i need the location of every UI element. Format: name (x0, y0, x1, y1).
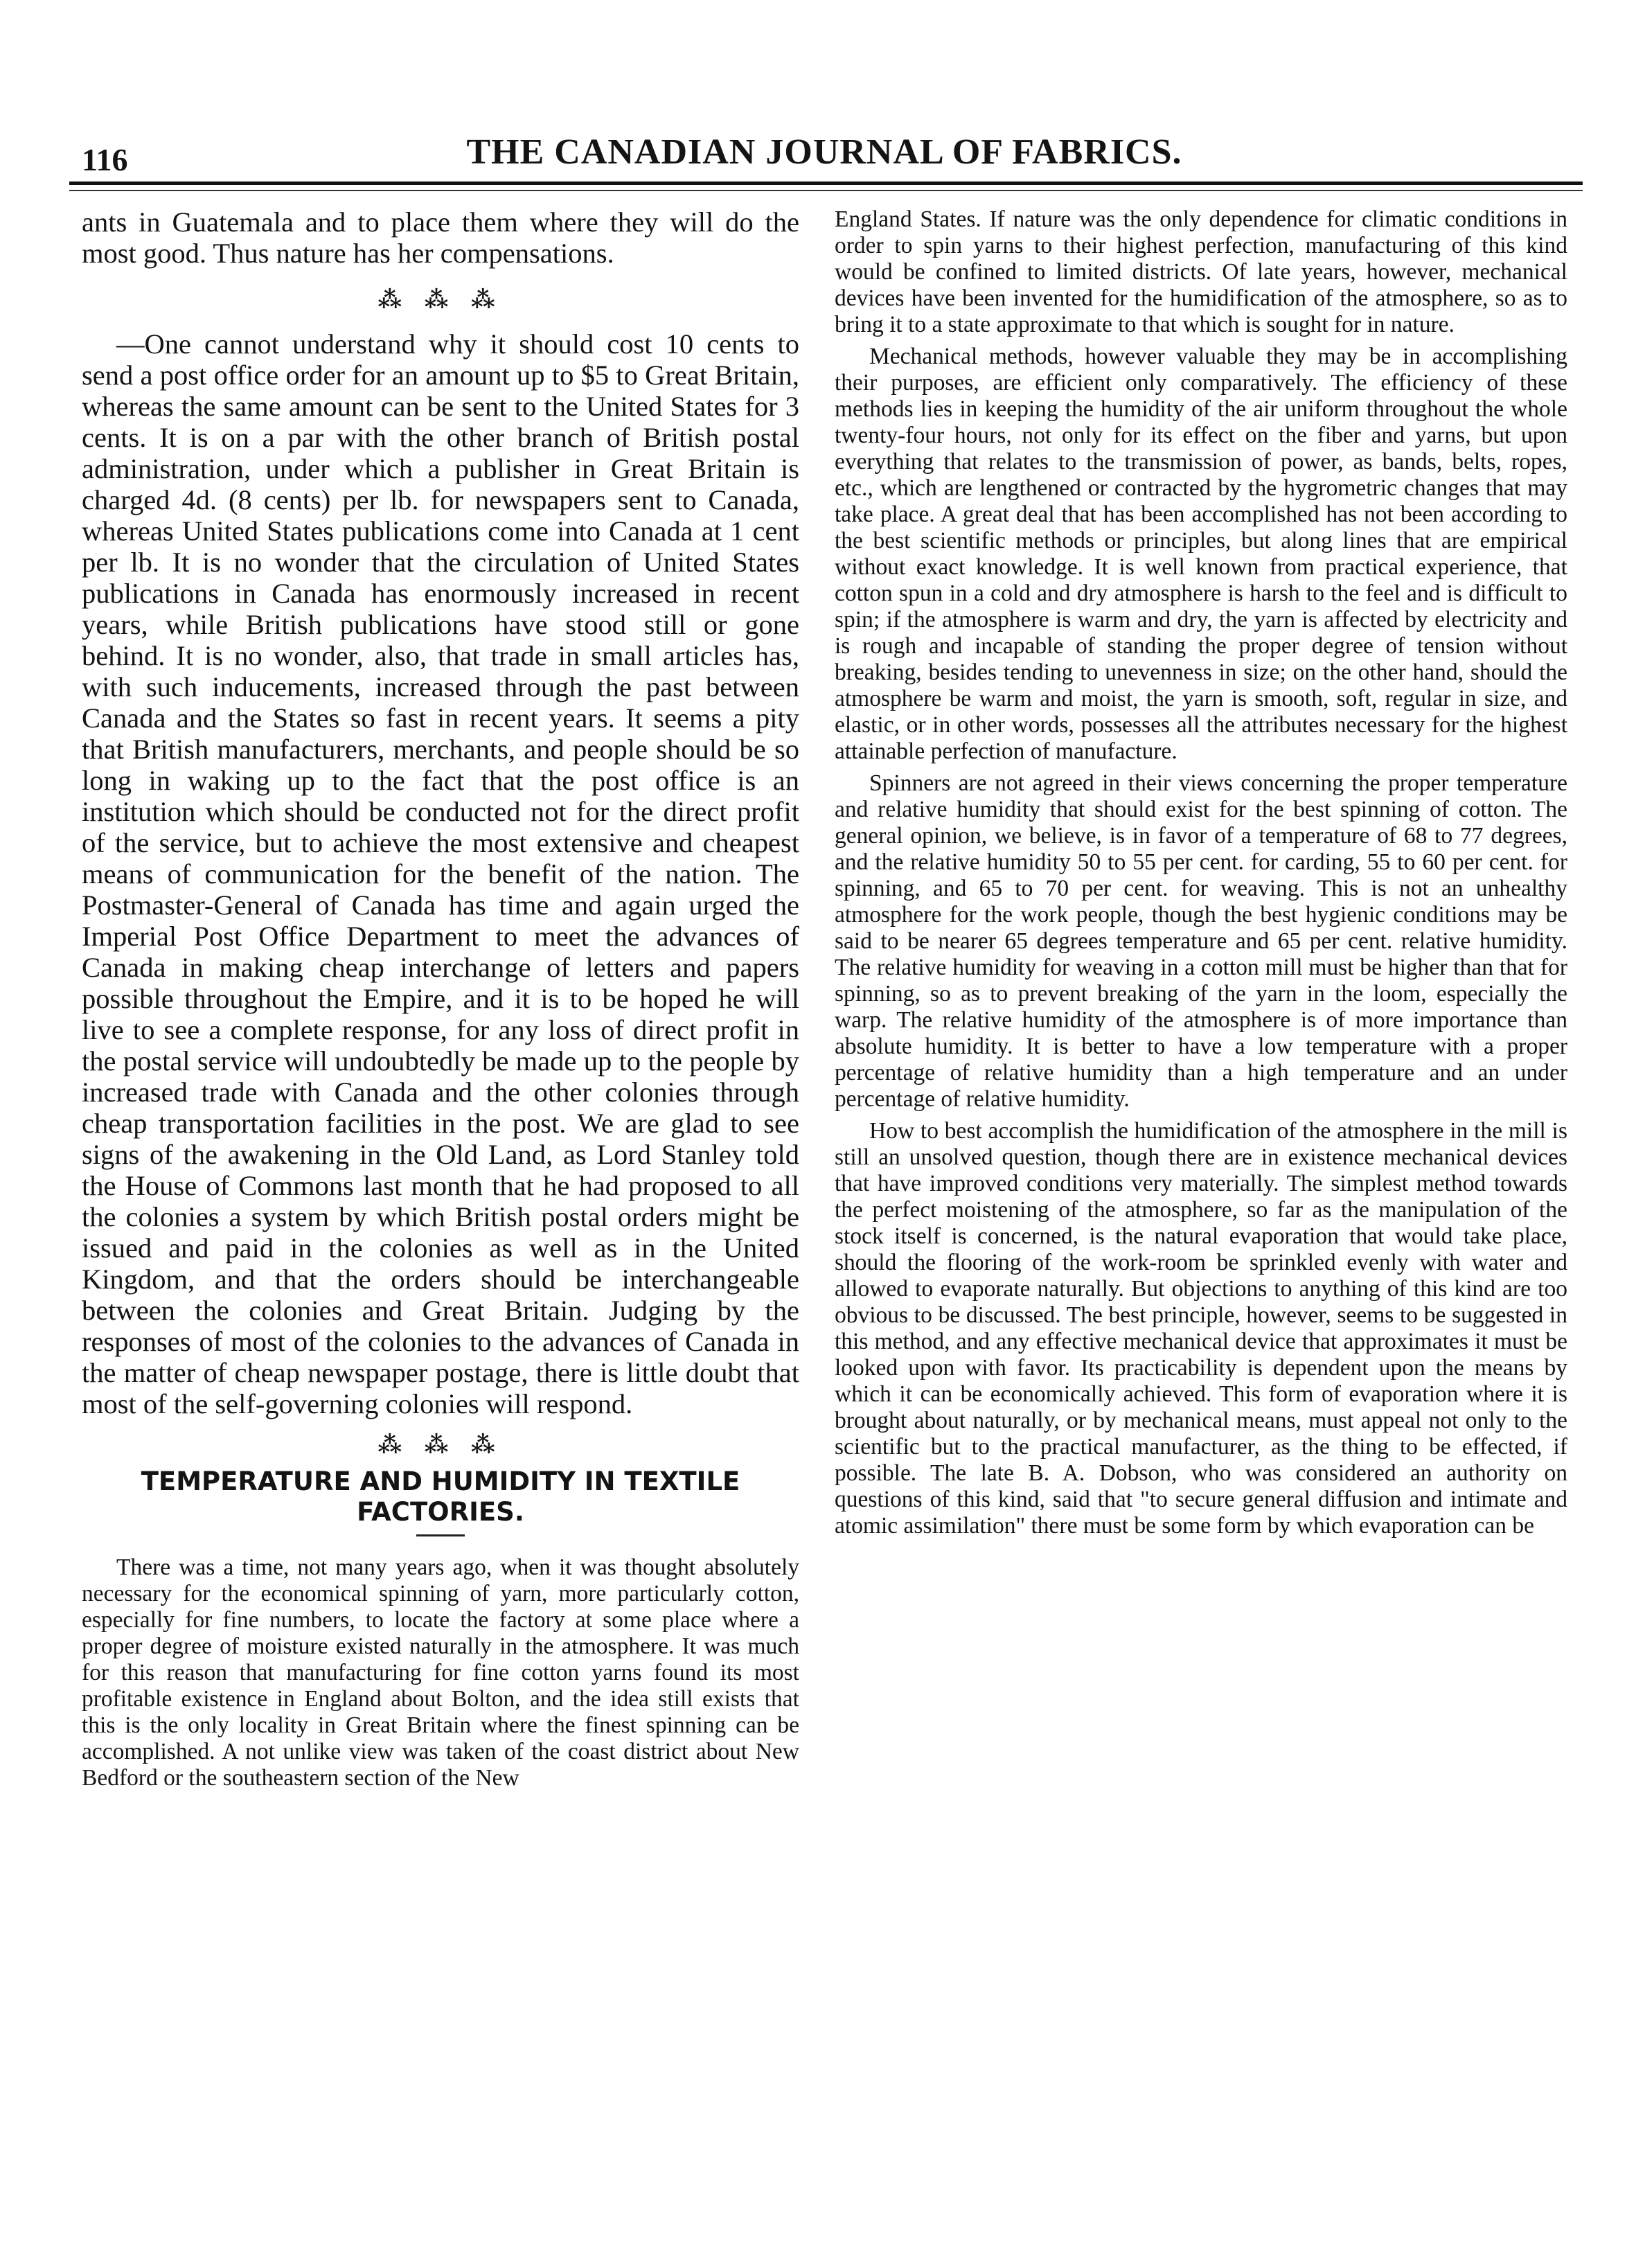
article-paragraph: How to best accomplish the humidification of the atmosphere in the mill is still an unsolved question, though there are in existence mechanical devices that have improved conditions very materially. The simplest method towards the perfect moistening of the atmosphere, so far as the manipulation of the stock itself is concerned, is the natural evaporation that would take place, should the flooring of the work-room be sprinkled evenly with water and allowed to evaporate naturally. But objections to anything of this kind are too obvious to be discussed. The best principle, however, seems to be suggested in this method, and any effective mechanical device that approximates it must be looked upon with favor. Its practicability is dependent upon the means by which it can be economically achieved. This form of evaporation where it is brought about naturally, or by mechanical means, must appeal not only to the scientific but to the practical manufacturer, as the thing to be effected, if possible. The late B. A. Dobson, who was considered an authority on questions of this kind, said that "to secure general diffusion and intimate and atomic assimilation" there must be some form by which evaporation can be (835, 1118, 1567, 1539)
left-column (82, 206, 799, 1791)
article-paragraph: Mechanical methods, however valuable they may be in accomplishing their purposes, are efficient only comparatively. The efficiency of these methods lies in keeping the humidity of the air uniform throughout the whole twenty-four hours, not only for its effect on the fiber and yarns, but upon everything that relates to the transmission of power, as bands, belts, ropes, etc., which are lengthened or contracted by the hygrometric changes that may take place. A great deal that has been accomplished has not been according to the best scientific methods or principles, but along lines that are empirical without exact knowledge. It is well known from practical experience, that cotton spun in a cold and dry atmosphere is harsh to the feel and is difficult to spin; if the atmosphere is warm and dry, the yarn is affected by electricity and is rough and incapable of standing the proper degree of tension without breaking, besides tending to unevenness in size; on the other hand, should the atmosphere be warm and moist, the yarn is smooth, soft, regular in size, and elastic, or in other words, possesses all the attributes necessary for the highest attainable perfection of manufacture. (835, 344, 1567, 764)
continuation-paragraph: ants in Guatemala and to place them where they will do the most good. Thus nature has her compensations. (82, 206, 799, 269)
article-paragraph: There was a time, not many years ago, when it was thought absolutely necessary for the economical spinning of yarn, more particularly cotton, especially for fine numbers, to locate the factory at some place where a proper degree of moisture existed naturally in the atmosphere. It was much for this reason that manufacturing for fine cotton yarns found its most profitable existence in England about Bolton, and the idea still exists that this is the only locality in Great Britain where the finest spinning can be accomplished. A not unlike view was taken of the coast district about New Bedford or the southeastern section of the New (82, 1554, 799, 1791)
header-rule (69, 181, 1583, 185)
article-paragraph: Spinners are not agreed in their views concerning the proper temperature and relative humidity that should exist for the best spinning of cotton. The general opinion, we believe, is in favor of a temperature of 68 to 77 degrees, and the relative humidity 50 to 55 per cent. for carding, 55 to 60 per cent. for spinning, and 65 to 70 per cent. for weaving. This is not an unhealthy atmosphere for the work people, though the best hygienic conditions may be said to be nearer 65 degrees temperature and 65 per cent. relative humidity. The relative humidity for weaving in a cotton mill must be higher than that for spinning, so as to prevent breaking of the yarn in the loom, especially the warp. The relative humidity of the atmosphere is of more importance than absolute humidity. It is better to have a low temperature with a proper percentage of relative humidity than a high temperature and an under percentage of relative humidity. (835, 770, 1567, 1112)
section-ornament: ⁂ ⁂ ⁂ (377, 287, 504, 313)
header-rule-thin (69, 190, 1583, 191)
right-column (835, 206, 1567, 1539)
article-title: TEMPERATURE AND HUMIDITY IN TEXTILE FACTORIES. (141, 1467, 740, 1527)
article-continuation-paragraph: England States. If nature was the only dependence for climatic conditions in order to spin yarns to their highest perfection, manufacturing of this kind would be confined to limited districts. Of late years, however, mechanical devices have been invented for the humidification of the atmosphere, so as to bring it to a state approximate to that which is sought for in nature. (835, 206, 1567, 337)
title-rule (416, 1534, 465, 1536)
journal-title: THE CANADIAN JOURNAL OF FABRICS. (466, 132, 1182, 172)
page-number: 116 (82, 142, 128, 177)
postal-orders-paragraph: —One cannot understand why it should cost 10 cents to send a post office order for an amount up to $5 to Great Britain, whereas the same amount can be sent to the United States for 3 cents. It is on a par with the other branch of British postal administration, under which a publisher in Great Britain is charged 4d. (8 cents) per lb. for newspapers sent to Canada, whereas United States publications come into Canada at 1 cent per lb. It is no wonder that the circulation of United States publications in Canada has enormously increased in recent years, while British publications have stood still or gone behind. It is no wonder, also, that trade in small articles has, with such inducements, increased through the past between Canada and the States so fast in recent years. It seems a pity that British manufacturers, merchants, and people should be so long in waking up to the fact that the post office is an institution which should be conducted not for the direct profit of the service, but to achieve the most extensive and cheapest means of communication for the benefit of the nation. The Postmaster-General of Canada has time and again urged the Imperial Post Office Department to meet the advances of Canada in making cheap interchange of letters and papers possible throughout the Empire, and it is to be hoped he will live to see a complete response, for any loss of direct profit in the postal service will undoubtedly be made up to the people by increased trade with Canada and the other colonies through cheap transportation facilities in the post. We are glad to see signs of the awakening in the Old Land, as Lord Stanley told the House of Commons last month that he had proposed to all the colonies a system by which British postal orders might be issued and paid in the colonies as well as in the United Kingdom, and that the orders should be interchangeable between the colonies and Great Britain. Judging by the responses of most of the colonies to the advances of Canada in the matter of cheap newspaper postage, there is little doubt that most of the self-governing colonies will respond. (82, 328, 799, 1419)
section-ornament-2: ⁂ ⁂ ⁂ (377, 1433, 504, 1458)
